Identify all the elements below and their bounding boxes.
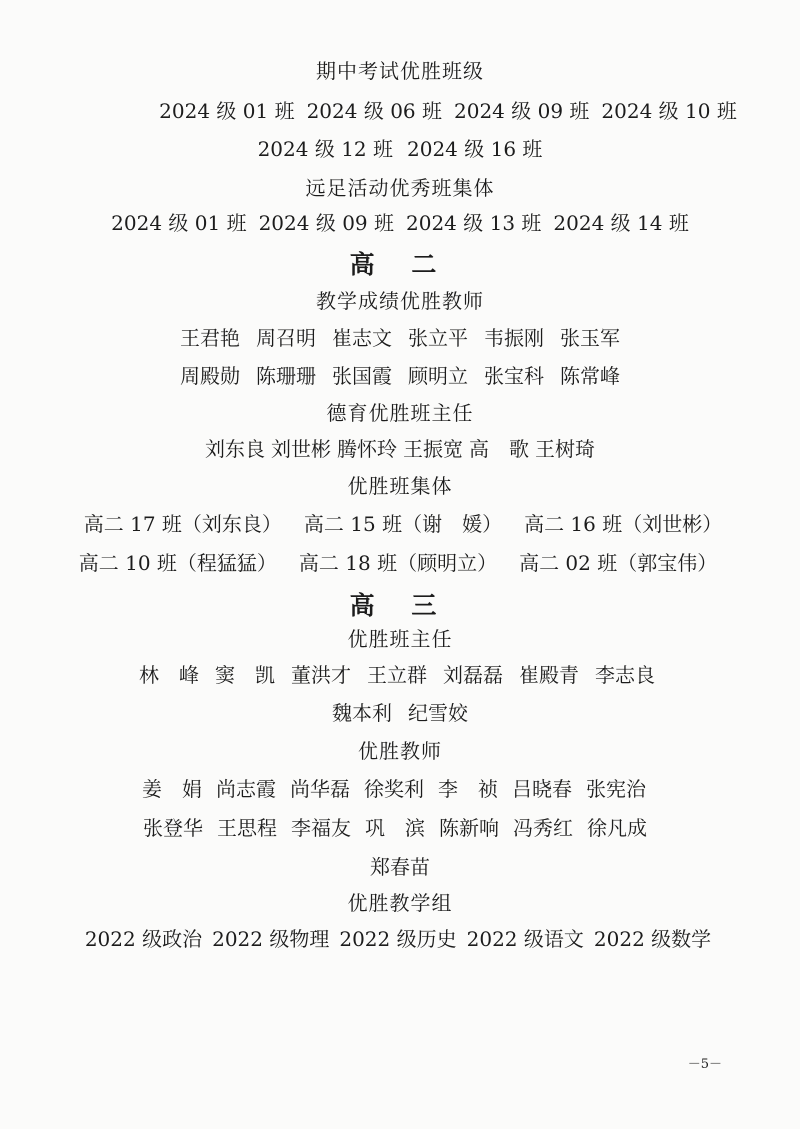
list-entry: 张立平	[408, 326, 468, 350]
name-row	[0, 773, 794, 802]
list-entry: 2024 级 10 班	[601, 99, 737, 123]
list-entry: 顾明立	[408, 364, 468, 388]
list-entry: 高二 17 班（刘东良）	[83, 512, 282, 536]
list-entry: 2022 级历史	[339, 927, 457, 951]
list-entry: 2022 级语文	[466, 927, 584, 951]
list-entry: 2022 级物理	[212, 927, 330, 951]
name-row	[0, 322, 800, 351]
list-entry: 2024 级 09 班	[454, 99, 590, 123]
list-entry: 徐凡成	[587, 816, 647, 840]
list-entry: 冯秀红	[513, 816, 573, 840]
name-row	[48, 95, 800, 124]
list-entry: 尚志霞	[216, 777, 276, 801]
list-entry: 2024 级 12 班	[257, 137, 393, 161]
category-heading: 教学成绩优胜教师	[316, 289, 484, 313]
list-entry: 刘东良	[205, 437, 265, 461]
list-entry: 高二 02 班（郭宝伟）	[519, 551, 718, 575]
name-row	[3, 508, 800, 537]
list-entry: 巩 滨	[365, 816, 425, 840]
name-row	[0, 433, 800, 462]
name-row	[0, 133, 800, 162]
section-title: 高 二	[349, 250, 451, 279]
list-entry: 2024 级 13 班	[406, 211, 542, 235]
list-entry: 王思程	[217, 816, 277, 840]
list-entry: 高二 15 班（谢 媛）	[303, 512, 503, 536]
category-heading: 期中考试优胜班级	[316, 59, 484, 83]
list-entry: 高二 18 班（顾明立）	[298, 551, 498, 575]
category-heading: 优胜班集体	[347, 474, 453, 498]
category-heading: 优胜教学组	[347, 891, 453, 915]
list-entry: 王振宽	[403, 437, 463, 461]
list-entry: 高 歌	[469, 437, 529, 461]
list-entry: 吕晓春	[512, 777, 572, 801]
list-entry: 李 祯	[438, 777, 498, 801]
list-entry: 董洪才	[291, 663, 351, 687]
list-entry: 2024 级 01 班	[111, 211, 247, 235]
list-entry: 郑春苗	[370, 855, 430, 879]
list-entry: 陈新响	[439, 816, 499, 840]
list-entry: 陈常峰	[560, 364, 620, 388]
list-entry: 张玉军	[560, 326, 620, 350]
list-entry: 2022 级数学	[593, 927, 712, 951]
list-entry: 张登华	[143, 816, 203, 840]
category-heading: 优胜班主任	[347, 627, 453, 651]
name-row	[0, 659, 797, 688]
list-entry: 张宝科	[484, 364, 544, 388]
list-entry: 李志良	[595, 663, 655, 687]
list-entry: 王君艳	[180, 326, 240, 350]
list-entry: 林 峰	[139, 663, 199, 687]
list-entry: 魏本利	[332, 701, 392, 725]
list-entry: 王树琦	[535, 437, 595, 461]
name-row	[0, 923, 798, 952]
category-heading: 德育优胜班主任	[326, 401, 474, 425]
list-entry: 2024 级 14 班	[553, 211, 689, 235]
page-number: －5－	[687, 1057, 722, 1072]
list-entry: 高二 16 班（刘世彬）	[524, 512, 723, 536]
list-entry: 姜 娟	[142, 777, 202, 801]
list-entry: 刘世彬	[271, 437, 331, 461]
list-entry: 窦 凯	[215, 663, 275, 687]
list-entry: 2024 级 09 班	[258, 211, 394, 235]
list-entry: 韦振刚	[484, 326, 544, 350]
list-entry: 陈珊珊	[256, 364, 316, 388]
list-entry: 张宪治	[586, 777, 646, 801]
list-entry: 2024 级 01 班	[159, 99, 295, 123]
list-entry: 周殿勋	[180, 364, 240, 388]
section-title: 高 三	[349, 591, 451, 620]
name-row	[0, 697, 800, 726]
name-row	[0, 851, 800, 880]
list-entry: 2024 级 06 班	[306, 99, 442, 123]
category-heading: 远足活动优秀班集体	[305, 176, 495, 200]
list-entry: 徐奖利	[364, 777, 424, 801]
list-entry: 腾怀玲	[337, 437, 397, 461]
list-entry: 张国霞	[332, 364, 392, 388]
list-entry: 高二 10 班（程猛猛）	[78, 551, 277, 575]
list-entry: 纪雪姣	[408, 701, 468, 725]
list-entry: 王立群	[367, 663, 427, 687]
category-heading: 优胜教师	[358, 739, 442, 763]
list-entry: 崔志文	[332, 326, 392, 350]
list-entry: 李福友	[291, 816, 351, 840]
list-entry: 2022 级政治	[84, 927, 203, 951]
list-entry: 崔殿青	[519, 663, 579, 687]
list-entry: 尚华磊	[290, 777, 350, 801]
list-entry: 周召明	[256, 326, 316, 350]
name-row	[0, 547, 798, 576]
name-row	[0, 207, 800, 236]
list-entry: 2024 级 16 班	[407, 137, 543, 161]
name-row	[0, 812, 795, 841]
name-row	[0, 360, 800, 389]
list-entry: 刘磊磊	[443, 663, 503, 687]
